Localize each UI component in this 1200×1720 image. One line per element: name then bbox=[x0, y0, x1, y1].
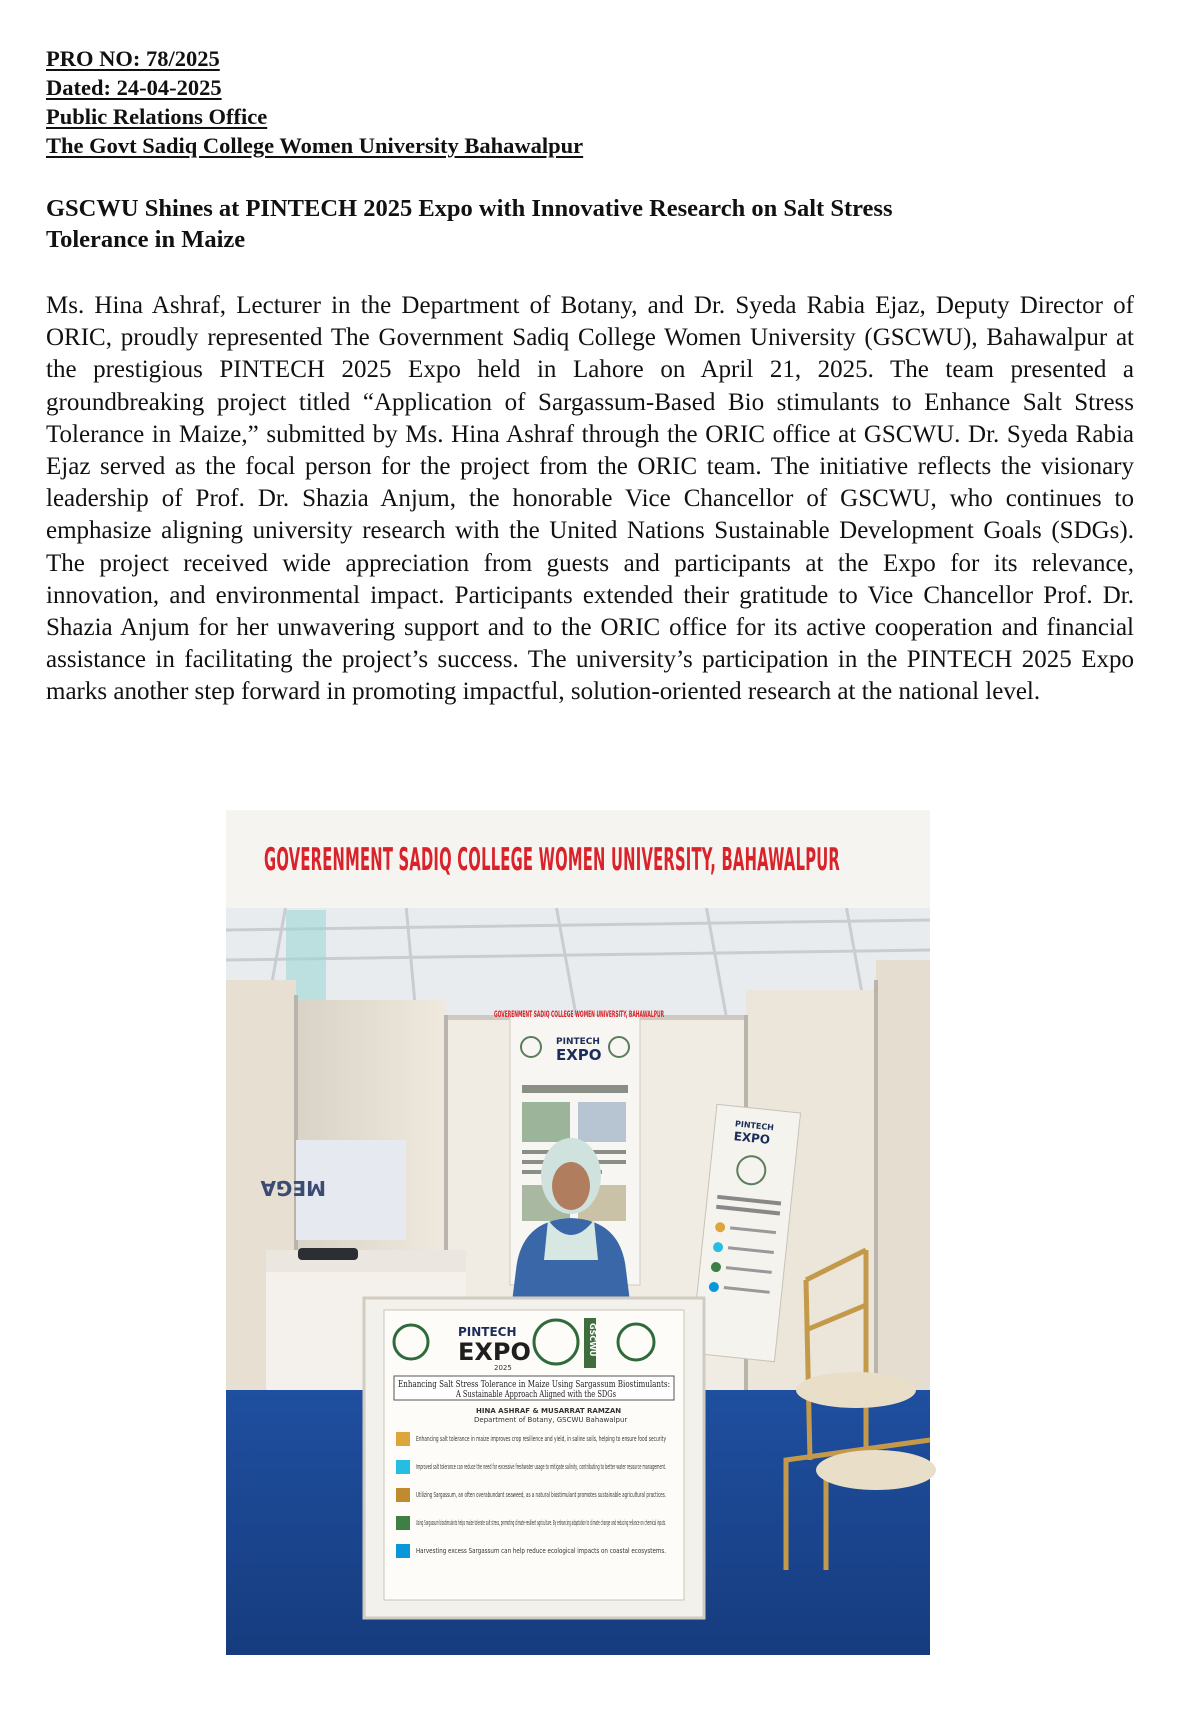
chair-cushion-1 bbox=[796, 1372, 916, 1408]
headline-line-1: GSCWU Shines at PINTECH 2025 Expo with Innovative Research on Salt Stress bbox=[46, 195, 893, 222]
front-poster-expo-bottom: EXPO bbox=[458, 1338, 531, 1366]
sdg-icon-3 bbox=[396, 1488, 410, 1502]
pro-number: PRO NO: 78/2025 bbox=[46, 46, 220, 71]
release-date: Dated: 24-04-2025 bbox=[46, 75, 222, 100]
front-poster-authors: HINA ASHRAF & MUSARRAT RAMZAN bbox=[476, 1407, 622, 1415]
sdg-point-1: Enhancing salt tolerance in maize improves crop resilience and yield, in saline soils, helping to ensure food security bbox=[416, 1435, 666, 1443]
sdg-point-3: Utilizing Sargassum, an often overabundant seaweed, as a natural biostimulant promotes sustainable agricultural practices. bbox=[416, 1491, 666, 1499]
svg-text:PINTECH: PINTECH bbox=[734, 1119, 775, 1133]
stall-banner-text: GOVERENMENT SADIQ COLLEGE WOMEN UNIVERSITY, BAHAWALPUR bbox=[264, 842, 840, 878]
front-poster-title-line-1: Enhancing Salt Stress Tolerance in Maize Using Sargassum Biostimulants: bbox=[398, 1379, 670, 1390]
front-poster-side-logo-text: GSCWU bbox=[588, 1323, 597, 1357]
sdg-icon-1 bbox=[396, 1432, 410, 1446]
sdg-point-4: Using Sargassum biostimulants helps maize tolerate salt stress, promoting climate-resilient agriculture. By enhancing adaptation to climate change and reducing reliance on chemical inputs. bbox=[416, 1519, 666, 1527]
front-desk-poster bbox=[384, 1310, 684, 1600]
back-wall-mini-banner: GOVERENMENT SADIQ COLLEGE WOMEN UNIVERSITY, BAHAWALPUR bbox=[494, 1010, 665, 1020]
sdg-point-5: Harvesting excess Sargassum can help reduce ecological impacts on coastal ecosystems. bbox=[416, 1547, 666, 1555]
headline bbox=[46, 193, 1046, 255]
mega-sign-text: MEGA bbox=[260, 1176, 326, 1200]
sdg-icon-5 bbox=[396, 1544, 410, 1558]
office-name: Public Relations Office bbox=[46, 104, 268, 129]
left-table-top bbox=[266, 1250, 466, 1272]
svg-text:EXPO: EXPO bbox=[733, 1129, 771, 1147]
front-poster-title-line-2: A Sustainable Approach Aligned with the SDGs bbox=[455, 1389, 617, 1400]
sdg-point-2: Improved salt tolerance can reduce the need for excessive freshwater usage to mitigate salinity, contributing to better water resource management. bbox=[416, 1463, 666, 1471]
sdg-icon-4 bbox=[396, 1516, 410, 1530]
headline-line-2: Tolerance in Maize bbox=[46, 226, 246, 253]
front-poster-expo-top: PINTECH bbox=[458, 1325, 517, 1339]
body-paragraph: Ms. Hina Ashraf, Lecturer in the Department of Botany, and Dr. Syeda Rabia Ejaz, Deputy Director of ORIC, proudly represented The Government Sadiq College Women University (GSCWU), Bahawalpur at the prestigious PINTECH 2025 Expo held in Lahore on April 21, 2025. The team presented a groundbreaking project titled “Application of Sargassum-Based Bio stimulants to Enhance Salt Stress Tolerance in Maize,” submitted by Ms. Hina Ashraf through the ORIC office at GSCWU. Dr. Syeda Rabia Ejaz served as the focal person for the project from the ORIC team. The initiative reflects the visionary leadership of Prof. Dr. Shazia Anjum, the honorable Vice Chancellor of GSCWU, who continues to emphasize aligning university research with the United Nations Sustainable Development Goals (SDGs). The project received wide appreciation from guests and participants at the Expo for its relevance, innovation, and environmental impact. Participants extended their gratitude to Vice Chancellor Prof. Dr. Shazia Anjum for her unwavering support and to the ORIC office for its active cooperation and financial assistance in facilitating the project’s success. The university’s participation in the PINTECH 2025 Expo marks another step forward in promoting impactful, solution-oriented research at the national level. bbox=[46, 292, 1134, 706]
university-name: The Govt Sadiq College Women University Bahawalpur bbox=[46, 133, 584, 158]
front-poster-affiliation: Department of Botany, GSCWU Bahawalpur bbox=[474, 1416, 628, 1424]
chair-cushion-2 bbox=[816, 1450, 936, 1490]
expo-stall-photo bbox=[226, 810, 930, 1655]
back-poster-expo-bottom: EXPO bbox=[556, 1046, 602, 1064]
table-bag bbox=[298, 1248, 358, 1260]
back-poster-expo-top: PINTECH bbox=[556, 1037, 600, 1047]
press-release-header bbox=[46, 44, 583, 160]
front-poster-expo-year: 2025 bbox=[494, 1364, 512, 1372]
sdg-icon-2 bbox=[396, 1460, 410, 1474]
